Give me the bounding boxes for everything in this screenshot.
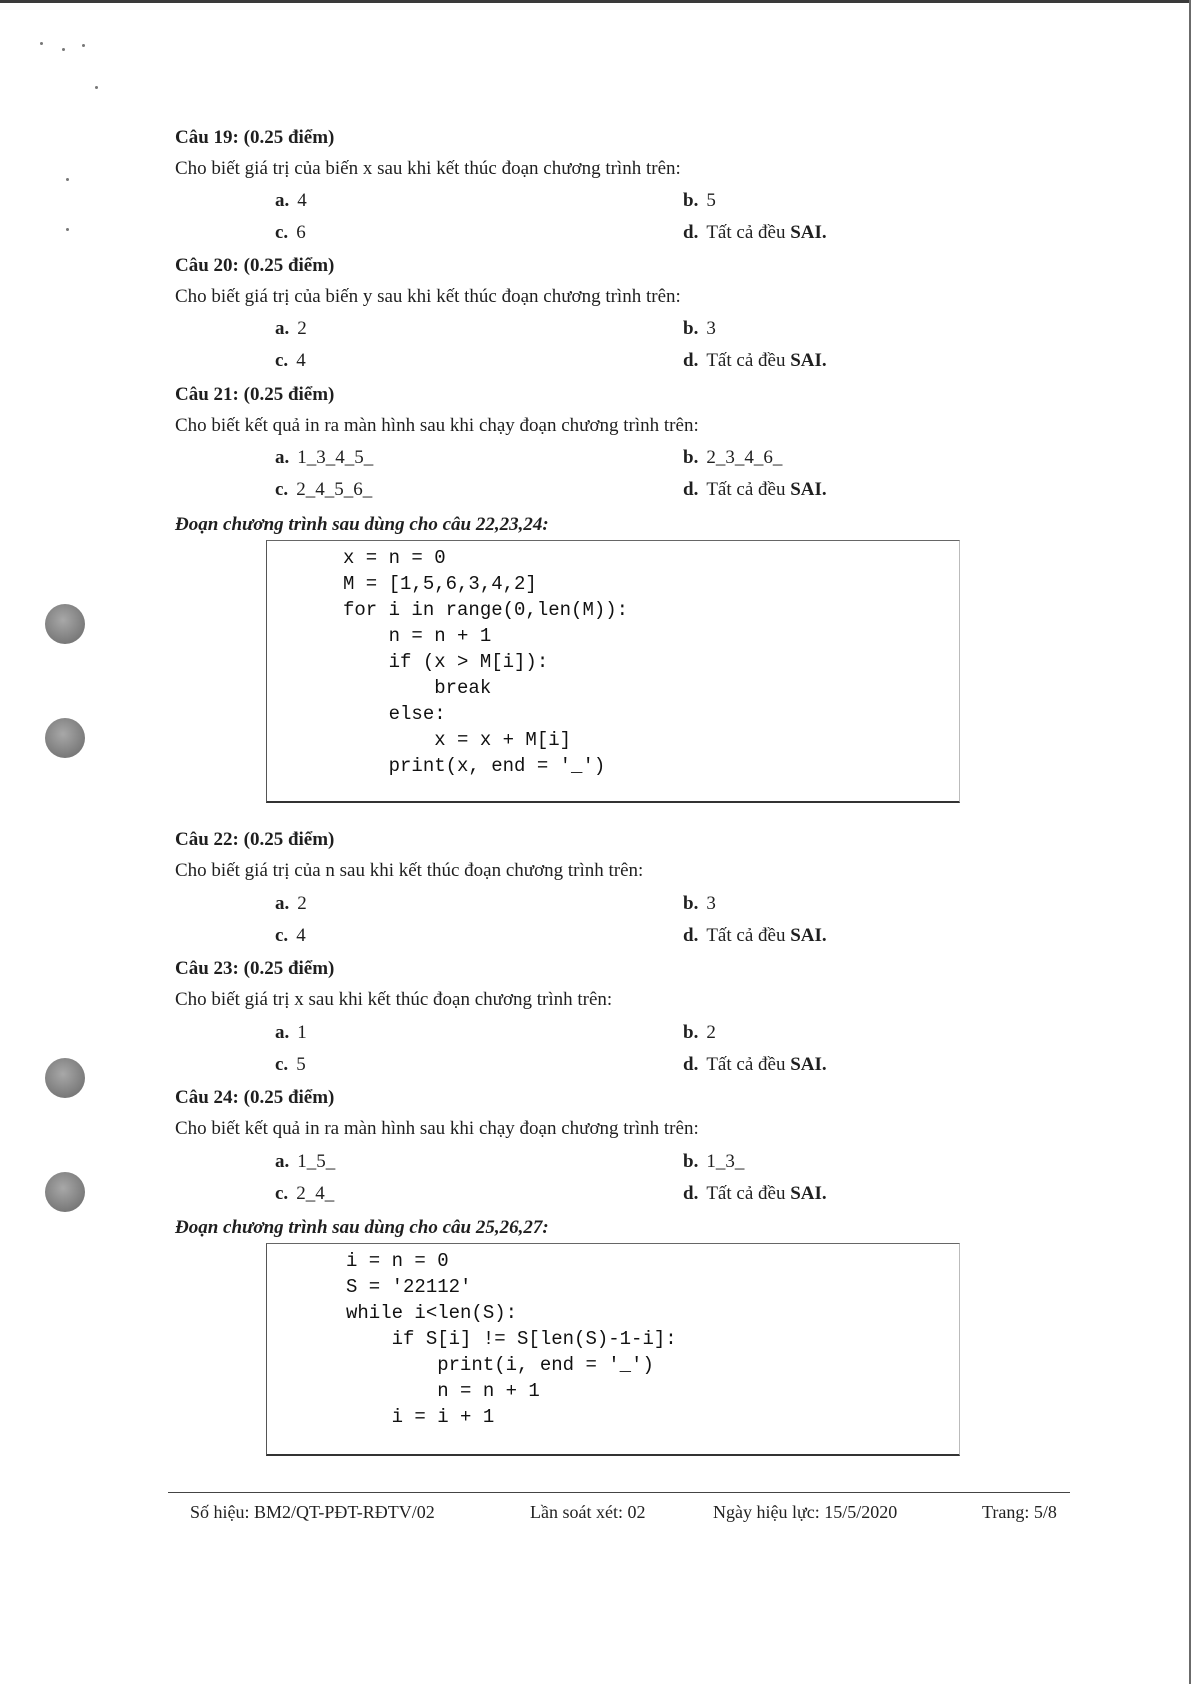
option-value: 2 — [297, 318, 307, 339]
option-value: Tất cả đều — [706, 350, 786, 371]
option-label: a. — [275, 893, 290, 914]
option-label: c. — [275, 479, 289, 500]
footer-doc-code: Số hiệu: BM2/QT-PĐT-RĐTV/02 — [190, 1502, 435, 1522]
question-24-option-c — [275, 1183, 334, 1205]
question-19-option-c — [275, 222, 306, 244]
option-value: 4 — [297, 190, 307, 211]
snippet-1-title: Đoạn chương trình sau dùng cho câu 22,23,24: — [175, 514, 549, 535]
question-19-text: Cho biết giá trị của biến x sau khi kết thúc đoạn chương trình trên: — [175, 158, 681, 179]
option-value: 2_3_4_6_ — [706, 447, 783, 468]
question-19-option-b — [683, 190, 716, 212]
option-label: d. — [683, 1054, 699, 1075]
option-emphasis: SAI. — [790, 1183, 827, 1204]
option-value: 6 — [296, 222, 306, 243]
question-22-heading: Câu 22: (0.25 điểm) — [175, 829, 335, 850]
option-label: a. — [275, 1151, 290, 1172]
question-20-option-d — [683, 350, 827, 372]
option-label: b. — [683, 1151, 699, 1172]
option-value: 1_3_4_5_ — [297, 447, 374, 468]
question-19-heading: Câu 19: (0.25 điểm) — [175, 127, 335, 148]
option-label: c. — [275, 1183, 289, 1204]
question-22-option-d — [683, 925, 827, 947]
punch-hole — [45, 1172, 85, 1212]
option-value: 4 — [296, 350, 306, 371]
option-label: d. — [683, 350, 699, 371]
option-value: 4 — [296, 925, 306, 946]
question-24-text: Cho biết kết quả in ra màn hình sau khi chạy đoạn chương trình trên: — [175, 1118, 699, 1139]
question-21-option-c — [275, 479, 372, 501]
option-emphasis: SAI. — [790, 350, 827, 371]
option-value: 2 — [297, 893, 307, 914]
punch-hole — [45, 1058, 85, 1098]
scan-top-edge — [0, 0, 1191, 3]
option-emphasis: SAI. — [790, 925, 827, 946]
option-label: a. — [275, 318, 290, 339]
scan-speck — [66, 228, 69, 231]
option-value: 1_3_ — [706, 1151, 745, 1172]
question-24-heading: Câu 24: (0.25 điểm) — [175, 1087, 335, 1108]
option-emphasis: SAI. — [790, 1054, 827, 1075]
option-value: Tất cả đều — [706, 1054, 786, 1075]
question-23-option-a — [275, 1022, 307, 1044]
option-emphasis: SAI. — [790, 222, 827, 243]
option-label: a. — [275, 190, 290, 211]
snippet-1-code: x = n = 0 M = [1,5,6,3,4,2] for i in range(0,len(M)): n = n + 1 if (x > M[i]): break else: x = x + M[i] print(x, end = '_') — [343, 547, 629, 777]
option-value: 3 — [706, 893, 716, 914]
question-20-text: Cho biết giá trị của biến y sau khi kết thúc đoạn chương trình trên: — [175, 286, 681, 307]
question-24-option-d — [683, 1183, 827, 1205]
footer-rule — [168, 1492, 1070, 1493]
option-label: b. — [683, 190, 699, 211]
option-value: Tất cả đều — [706, 479, 786, 500]
footer-page-number: Trang: 5/8 — [982, 1502, 1057, 1522]
option-value: Tất cả đều — [706, 1183, 786, 1204]
option-label: c. — [275, 222, 289, 243]
option-value: 2_4_ — [296, 1183, 335, 1204]
question-20-option-b — [683, 318, 716, 340]
scan-speck — [95, 86, 98, 89]
option-label: b. — [683, 447, 699, 468]
option-label: d. — [683, 479, 699, 500]
option-value: Tất cả đều — [706, 222, 786, 243]
option-label: c. — [275, 350, 289, 371]
snippet-2-code-box — [266, 1243, 960, 1456]
option-value: 1 — [297, 1022, 307, 1043]
question-21-option-b — [683, 447, 782, 469]
question-20-option-a — [275, 318, 307, 340]
option-value: Tất cả đều — [706, 925, 786, 946]
option-value: 2 — [706, 1022, 716, 1043]
option-label: b. — [683, 893, 699, 914]
snippet-2-title: Đoạn chương trình sau dùng cho câu 25,26,27: — [175, 1217, 549, 1238]
option-label: a. — [275, 1022, 290, 1043]
scan-speck — [82, 44, 85, 47]
option-label: b. — [683, 1022, 699, 1043]
punch-hole — [45, 718, 85, 758]
footer-revision: Lần soát xét: 02 — [530, 1502, 646, 1522]
option-emphasis: SAI. — [790, 479, 827, 500]
option-value: 5 — [296, 1054, 306, 1075]
question-22-option-b — [683, 893, 716, 915]
question-22-option-c — [275, 925, 306, 947]
option-value: 2_4_5_6_ — [296, 479, 373, 500]
option-label: d. — [683, 222, 699, 243]
option-label: d. — [683, 1183, 699, 1204]
question-23-option-d — [683, 1054, 827, 1076]
footer-effective-date: Ngày hiệu lực: 15/5/2020 — [713, 1502, 898, 1522]
option-value: 1_5_ — [297, 1151, 336, 1172]
scan-speck — [66, 178, 69, 181]
option-label: c. — [275, 925, 289, 946]
option-label: a. — [275, 447, 290, 468]
option-label: b. — [683, 318, 699, 339]
question-21-text: Cho biết kết quả in ra màn hình sau khi chạy đoạn chương trình trên: — [175, 415, 699, 436]
question-23-option-b — [683, 1022, 716, 1044]
scan-speck — [62, 48, 65, 51]
option-label: d. — [683, 925, 699, 946]
question-23-text: Cho biết giá trị x sau khi kết thúc đoạn chương trình trên: — [175, 989, 613, 1010]
question-19-option-d — [683, 222, 827, 244]
question-21-option-d — [683, 479, 827, 501]
snippet-1-code-box — [266, 540, 960, 803]
scan-speck — [40, 42, 43, 45]
question-19-option-a — [275, 190, 307, 212]
question-20-heading: Câu 20: (0.25 điểm) — [175, 255, 335, 276]
question-24-option-a — [275, 1151, 335, 1173]
question-21-heading: Câu 21: (0.25 điểm) — [175, 384, 335, 405]
question-22-text: Cho biết giá trị của n sau khi kết thúc đoạn chương trình trên: — [175, 860, 644, 881]
option-value: 3 — [706, 318, 716, 339]
question-20-option-c — [275, 350, 306, 372]
question-23-option-c — [275, 1054, 306, 1076]
option-label: c. — [275, 1054, 289, 1075]
snippet-2-code: i = n = 0 S = '22112' while i<len(S): if S[i] != S[len(S)-1-i]: print(i, end = '_') n = n + 1 i = i + 1 — [346, 1250, 677, 1428]
question-22-option-a — [275, 893, 307, 915]
option-value: 5 — [706, 190, 716, 211]
question-23-heading: Câu 23: (0.25 điểm) — [175, 958, 335, 979]
punch-hole — [45, 604, 85, 644]
question-21-option-a — [275, 447, 373, 469]
question-24-option-b — [683, 1151, 744, 1173]
